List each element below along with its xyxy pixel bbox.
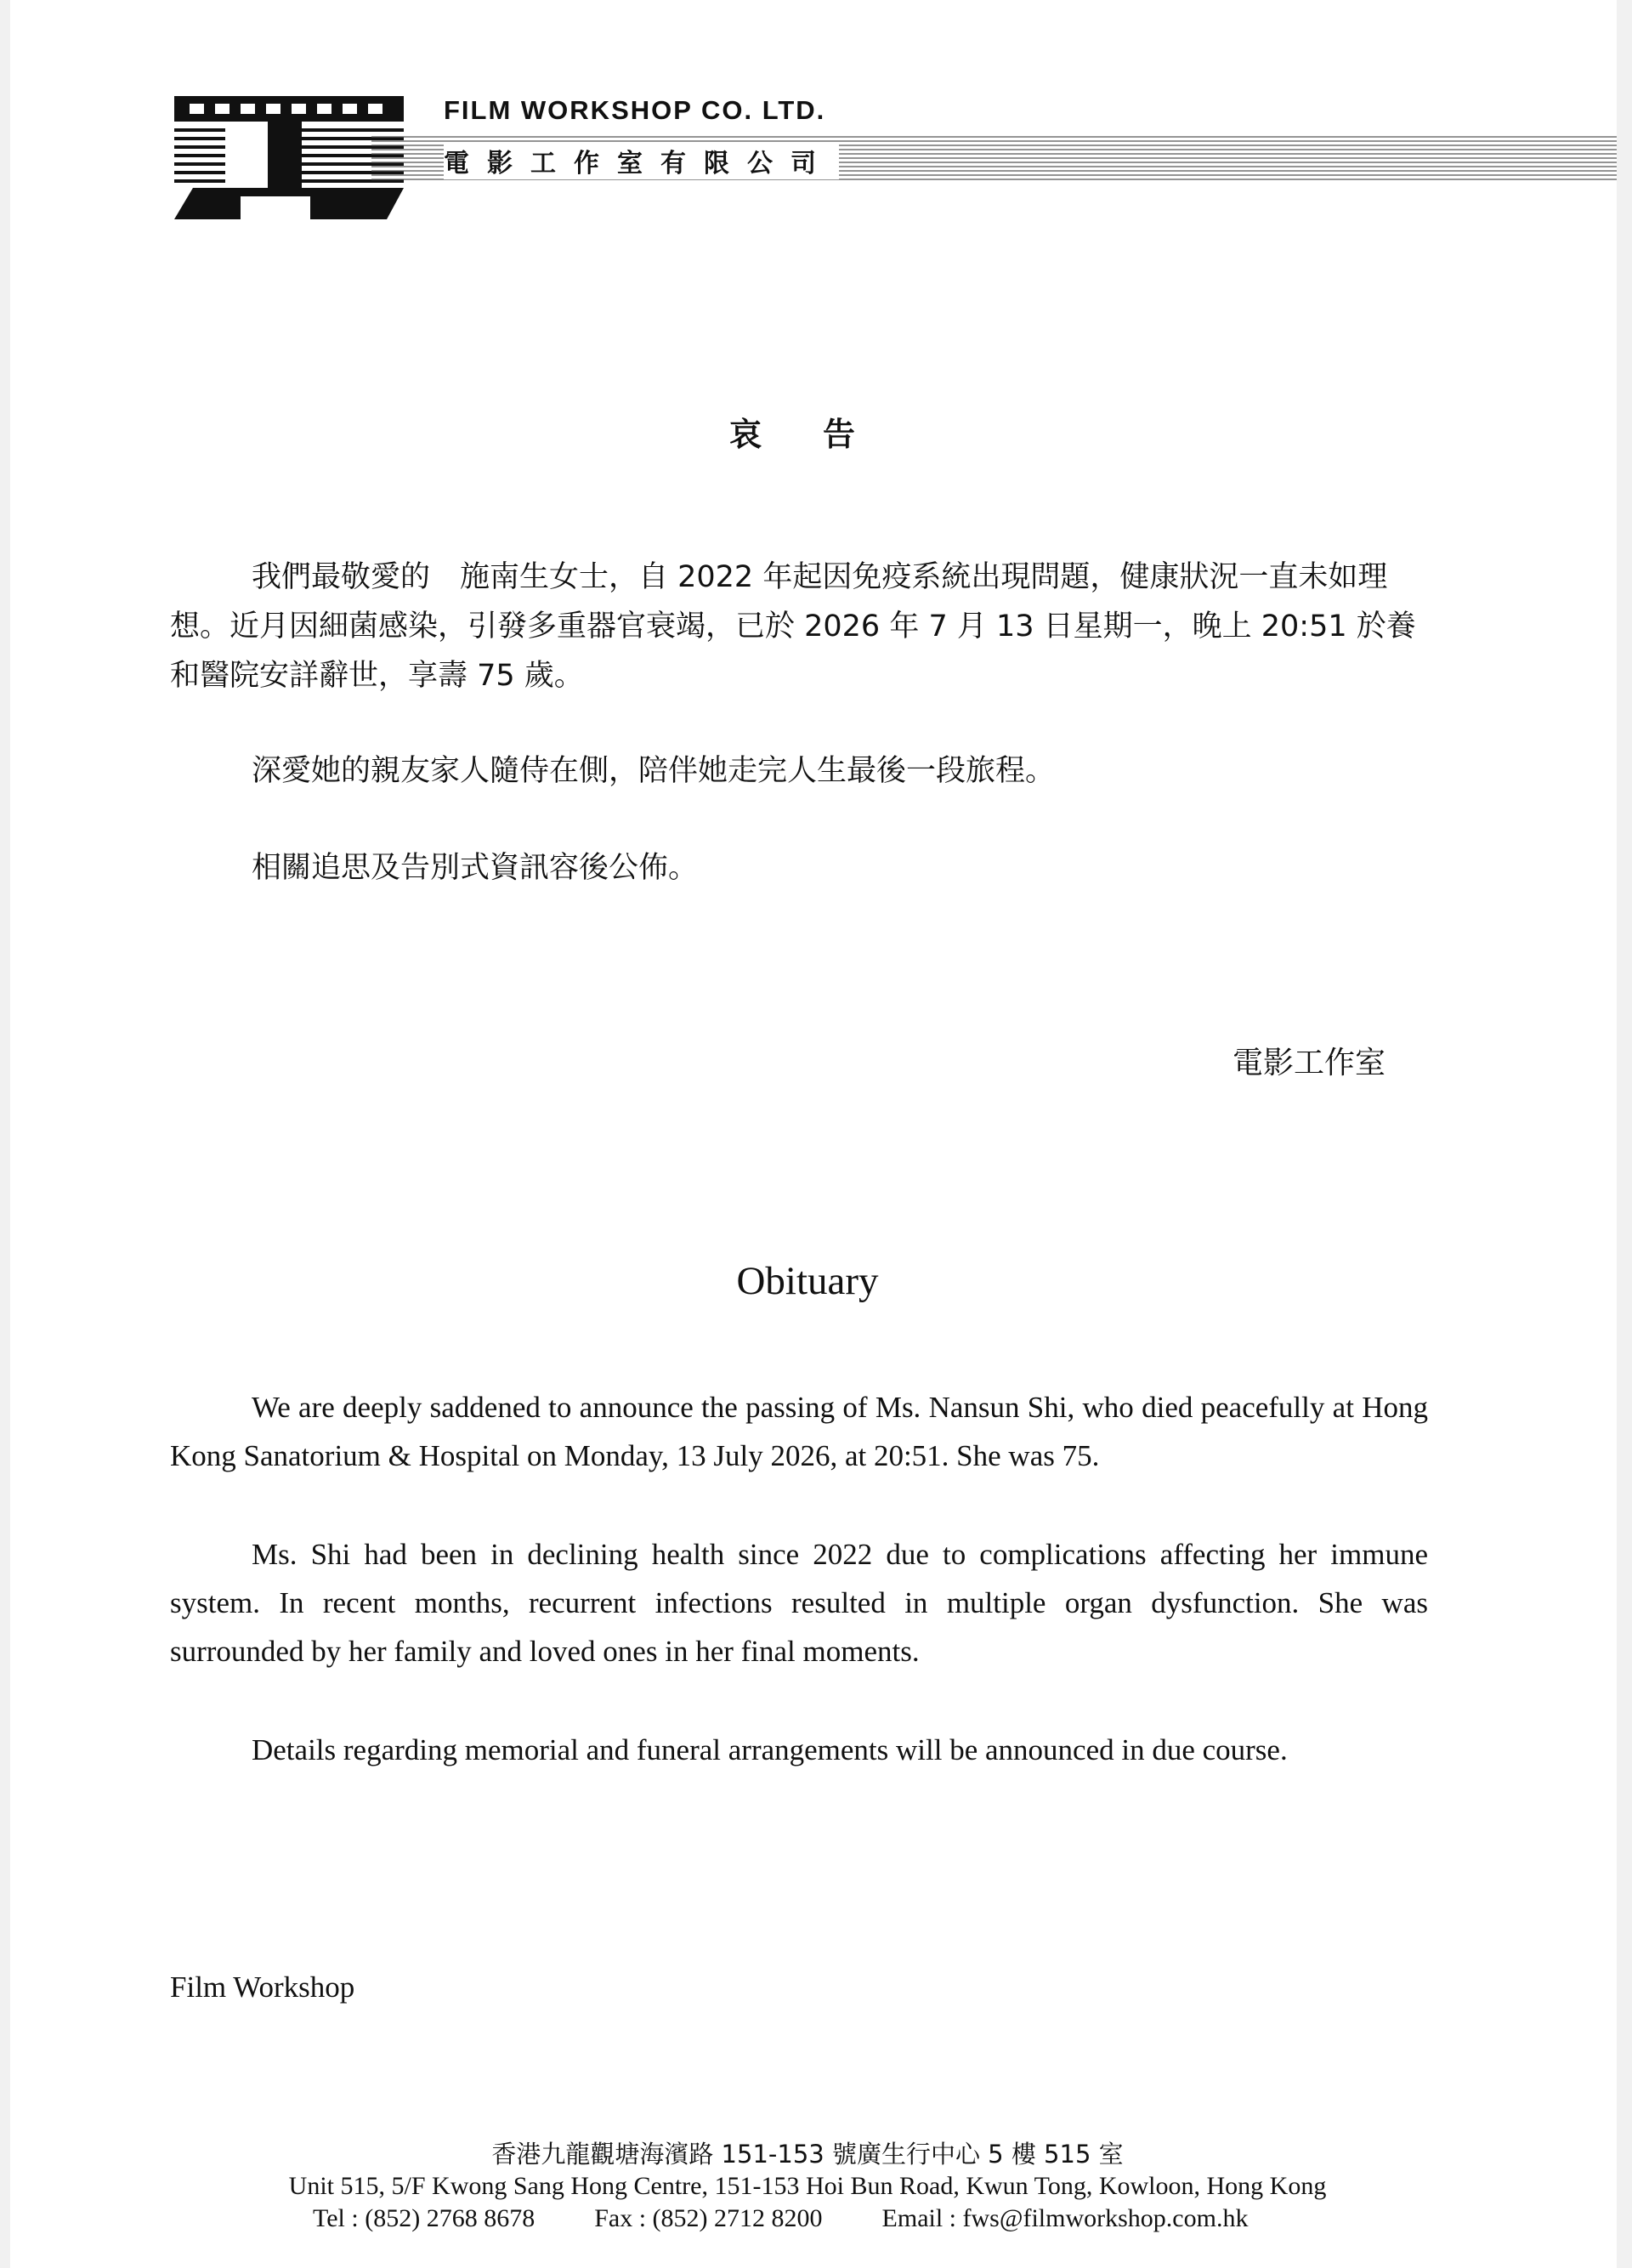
chinese-signature: 電影工作室 xyxy=(1232,1046,1386,1080)
english-paragraph-1: We are deeply saddened to announce the passing of Ms. Nansun Shi, who died peacefully at Hong Kong Sanatorium & Hospital on Monday, 13 July 2026, at 20:51. She was 75. xyxy=(170,1391,1428,1472)
page-edge-left xyxy=(0,0,10,2268)
footer-fax: Fax : (852) 2712 8200 xyxy=(594,2204,823,2232)
footer-address-zh: 香港九龍觀塘海濱路 151-153 號廣生行中心 5 樓 515 室 xyxy=(491,2140,1124,2169)
footer-address-en: Unit 515, 5/F Kwong Sang Hong Centre, 151-153 Hoi Bun Road, Kwun Tong, Kowloon, Hong Kong xyxy=(288,2172,1327,2200)
footer-contact xyxy=(313,2204,1248,2233)
company-name-en: FILM WORKSHOP CO. LTD. xyxy=(444,95,826,125)
english-paragraph-2: Ms. Shi had been in declining health since 2022 due to complications affecting her immune system. In recent months, recurrent infections resulted in multiple organ dysfunction. She was surrounded by her family and loved ones in her final moments. xyxy=(170,1538,1428,1668)
film-workshop-logo-icon xyxy=(174,96,404,219)
chinese-paragraph-3: 相關追思及告別式資訊容後公佈。 xyxy=(252,851,699,885)
footer-email: Email : fws@filmworkshop.com.hk xyxy=(881,2204,1249,2232)
english-signature: Film Workshop xyxy=(170,1970,355,2004)
chinese-title: 哀告 xyxy=(729,416,917,453)
footer-tel: Tel : (852) 2768 8678 xyxy=(313,2204,536,2232)
company-name-zh: 電影工作室有限公司 xyxy=(444,142,839,179)
english-paragraph-3: Details regarding memorial and funeral arrangements will be announced in due course. xyxy=(252,1733,1288,1766)
page-edge-right xyxy=(1617,0,1632,2268)
chinese-paragraph-2: 深愛她的親友家人隨侍在側，陪伴她走完人生最後一段旅程。 xyxy=(252,754,1056,788)
chinese-paragraph-1: 我們最敬愛的 施南生女士，自 2022 年起因免疫系統出現問題，健康狀況一直未如理想。近月因細菌感染，引發多重器官衰竭，已於 2026 年 7 月 13 日星期一，晚上 20:51 於養和醫院安詳辭世，享壽 75 歲。 xyxy=(170,560,1416,693)
english-title: Obituary xyxy=(736,1259,879,1303)
